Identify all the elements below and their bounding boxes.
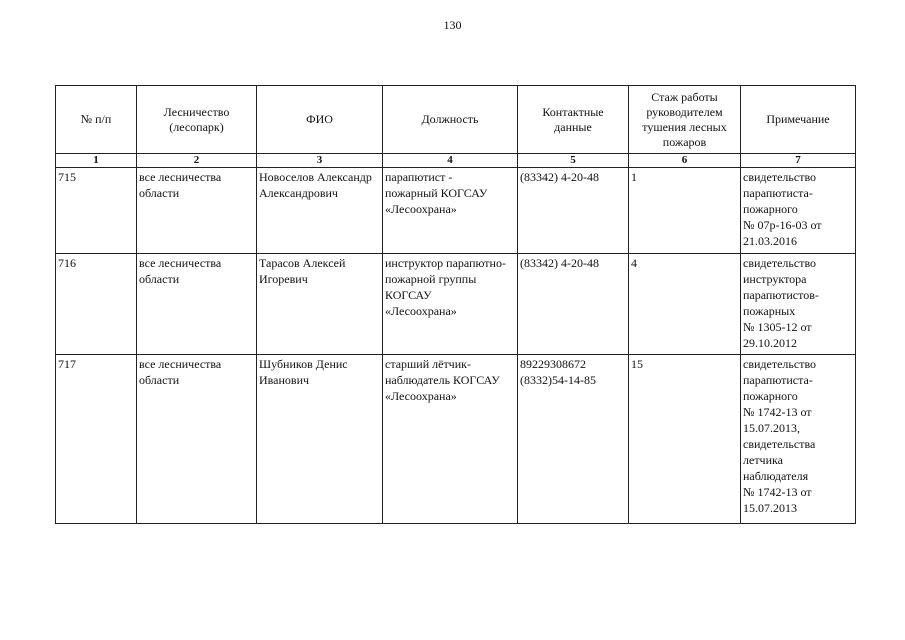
page-number: 130: [443, 18, 462, 32]
table-row: [56, 254, 856, 355]
table-row: [56, 168, 856, 254]
cell-number: 716: [56, 254, 137, 355]
cell-full-name: Тарасов Алексей Игоревич: [257, 254, 383, 355]
cell-experience: 4: [629, 254, 741, 355]
header-forestry: Лесничество (лесопарк): [137, 86, 257, 154]
cell-contacts: (83342) 4-20-48: [518, 168, 629, 254]
column-number-2: 2: [137, 154, 257, 168]
cell-full-name: Шубников Денис Иванович: [257, 355, 383, 524]
header-contacts: Контактные данные: [518, 86, 629, 154]
cell-forestry: все лесничества области: [137, 355, 257, 524]
forest-fire-staff-table: [55, 85, 856, 524]
cell-experience: 1: [629, 168, 741, 254]
cell-note: свидетельство парапютиста- пожарного № 07р-16-03 от 21.03.2016: [741, 168, 856, 254]
header-row: [56, 86, 856, 154]
cell-note: свидетельство инструктора парапютистов- пожарных № 1305-12 от 29.10.2012: [741, 254, 856, 355]
cell-position: старший лётчик- наблюдатель КОГСАУ «Лесоохрана»: [383, 355, 518, 524]
column-number-5: 5: [518, 154, 629, 168]
header-experience: Стаж работы руководителем тушения лесных пожаров: [629, 86, 741, 154]
column-number-row: [56, 154, 856, 168]
cell-number: 715: [56, 168, 137, 254]
column-number-7: 7: [741, 154, 856, 168]
header-full-name: ФИО: [257, 86, 383, 154]
header-number: № п/п: [56, 86, 137, 154]
header-position: Должность: [383, 86, 518, 154]
column-number-1: 1: [56, 154, 137, 168]
column-number-6: 6: [629, 154, 741, 168]
cell-position: парапютист - пожарный КОГСАУ «Лесоохрана»: [383, 168, 518, 254]
header-note: Примечание: [741, 86, 856, 154]
column-number-4: 4: [383, 154, 518, 168]
cell-forestry: все лесничества области: [137, 254, 257, 355]
cell-number: 717: [56, 355, 137, 524]
table-row: [56, 355, 856, 524]
cell-experience: 15: [629, 355, 741, 524]
cell-contacts: (83342) 4-20-48: [518, 254, 629, 355]
cell-forestry: все лесничества области: [137, 168, 257, 254]
cell-contacts: 89229308672 (8332)54-14-85: [518, 355, 629, 524]
cell-full-name: Новоселов Александр Александрович: [257, 168, 383, 254]
cell-position: инструктор парапютно- пожарной группы КОГСАУ «Лесоохрана»: [383, 254, 518, 355]
column-number-3: 3: [257, 154, 383, 168]
cell-note: свидетельство парапютиста- пожарного № 1742-13 от 15.07.2013, свидетельства летчика наблюдателя № 1742-13 от 15.07.2013: [741, 355, 856, 524]
